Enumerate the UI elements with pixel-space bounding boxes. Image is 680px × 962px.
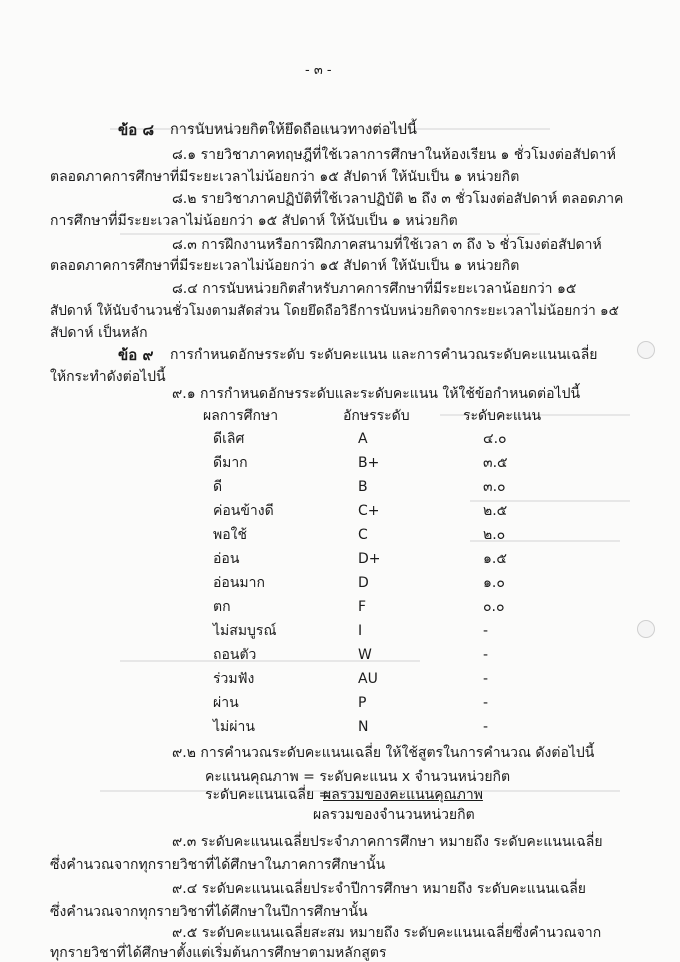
grade-letter-cell: P — [358, 695, 367, 711]
clause-8-1-line2: ตลอดภาคการศึกษาที่มีระยะเวลาไม่น้อยกว่า ๑๕ สัปดาห์ ให้นับเป็น ๑ หน่วยกิต — [50, 169, 520, 185]
formula-gpa-denominator: ผลรวมของจำนวนหน่วยกิต — [313, 807, 475, 823]
clause-8-4-line1: ๘.๔ การนับหน่วยกิตสำหรับภาคการศึกษาที่มีระยะเวลาน้อยกว่า ๑๕ — [172, 281, 577, 297]
grade-points-cell: ๑.๐ — [483, 575, 505, 591]
grade-result-cell: ผ่าน — [213, 695, 239, 711]
grade-letter-cell: B — [358, 479, 368, 495]
grade-result-cell: ดีมาก — [213, 455, 248, 471]
grade-letter-cell: A — [358, 431, 368, 447]
grade-letter-cell: C — [358, 527, 368, 543]
clause-8-2-line1: ๘.๒ รายวิชาภาคปฏิบัติที่ใช้เวลาปฏิบัติ ๒ ถึง ๓ ชั่วโมงต่อสัปดาห์ ตลอดภาค — [172, 191, 624, 207]
clause-9-3-line2: ซึ่งคำนวณจากทุกรายวิชาที่ได้ศึกษาในภาคการศึกษานั้น — [50, 857, 386, 873]
grade-result-cell: ตก — [213, 599, 231, 615]
grade-result-cell: อ่อน — [213, 551, 240, 567]
formula-gpa-label: ระดับคะแนนเฉลี่ย = — [205, 787, 331, 803]
section-8-number: ข้อ ๘ — [118, 121, 155, 139]
section-9-title-line2: ให้กระทำดังต่อไปนี้ — [50, 369, 166, 385]
table-header-result: ผลการศึกษา — [203, 408, 279, 424]
grade-points-cell: ๒.๕ — [483, 503, 508, 519]
clause-9-4-line1: ๙.๔ ระดับคะแนนเฉลี่ยประจำปีการศึกษา หมายถึง ระดับคะแนนเฉลี่ย — [172, 881, 587, 897]
show-through — [120, 660, 420, 662]
grade-points-cell: - — [483, 719, 489, 735]
punch-hole — [637, 620, 655, 638]
clause-8-1-line1: ๘.๑ รายวิชาภาคทฤษฎีที่ใช้เวลาการศึกษาในห้องเรียน ๑ ชั่วโมงต่อสัปดาห์ — [172, 147, 616, 163]
grade-letter-cell: D+ — [358, 551, 381, 567]
grade-letter-cell: W — [358, 647, 372, 663]
grade-letter-cell: B+ — [358, 455, 380, 471]
clause-9-1: ๙.๑ การกำหนดอักษรระดับและระดับคะแนน ให้ใช้ข้อกำหนดต่อไปนี้ — [172, 386, 581, 402]
grade-result-cell: ไม่ผ่าน — [213, 719, 255, 735]
clause-8-3-line2: ตลอดภาคการศึกษาที่มีระยะเวลาไม่น้อยกว่า ๑๕ สัปดาห์ ให้นับเป็น ๑ หน่วยกิต — [50, 258, 520, 274]
grade-points-cell: ๑.๕ — [483, 551, 507, 567]
clause-8-4-line2: สัปดาห์ ให้นับจำนวนชั่วโมงตามสัดส่วน โดยยึดถือวิธีการนับหน่วยกิตจากระยะเวลาไม่น้อยกว่า ๑๕ — [50, 303, 619, 319]
punch-hole — [637, 341, 655, 359]
grade-letter-cell: N — [358, 719, 369, 735]
grade-points-cell: - — [483, 695, 489, 711]
grade-result-cell: ไม่สมบูรณ์ — [213, 623, 277, 639]
grade-letter-cell: D — [358, 575, 369, 591]
grade-points-cell: ๒.๐ — [483, 527, 506, 543]
clause-9-4-line2: ซึ่งคำนวณจากทุกรายวิชาที่ได้ศึกษาในปีการศึกษานั้น — [50, 904, 368, 920]
grade-result-cell: ค่อนข้างดี — [213, 503, 274, 519]
grade-result-cell: อ่อนมาก — [213, 575, 265, 591]
formula-quality-points: คะแนนคุณภาพ = ระดับคะแนน x จำนวนหน่วยกิต — [205, 769, 511, 785]
grade-letter-cell: C+ — [358, 503, 380, 519]
grade-points-cell: - — [483, 671, 489, 687]
grade-points-cell: - — [483, 623, 489, 639]
section-9-title: การกำหนดอักษรระดับ ระดับคะแนน และการคำนวณระดับคะแนนเฉลี่ย — [170, 347, 598, 363]
grade-points-cell: ๓.๐ — [483, 479, 506, 495]
grade-letter-cell: AU — [358, 671, 378, 687]
grade-points-cell: - — [483, 647, 489, 663]
clause-8-4-line3: สัปดาห์ เป็นหลัก — [50, 325, 148, 341]
grade-letter-cell: I — [358, 623, 363, 639]
grade-letter-cell: F — [358, 599, 367, 615]
clause-9-3-line1: ๙.๓ ระดับคะแนนเฉลี่ยประจำภาคการศึกษา หมายถึง ระดับคะแนนเฉลี่ย — [172, 834, 603, 850]
grade-result-cell: ดี — [213, 479, 223, 495]
show-through — [120, 233, 540, 235]
grade-result-cell: พอใช้ — [213, 527, 247, 543]
section-8-title: การนับหน่วยกิตให้ยึดถือแนวทางต่อไปนี้ — [170, 122, 417, 138]
clause-9-2: ๙.๒ การคำนวณระดับคะแนนเฉลี่ย ให้ใช้สูตรในการคำนวณ ดังต่อไปนี้ — [172, 745, 595, 761]
grade-result-cell: ถอนตัว — [213, 647, 257, 663]
page-number: - ๓ - — [305, 63, 332, 78]
clause-8-3-line1: ๘.๓ การฝึกงานหรือการฝึกภาคสนามที่ใช้เวลา ๓ ถึง ๖ ชั่วโมงต่อสัปดาห์ — [172, 237, 602, 253]
table-header-letter: อักษรระดับ — [343, 408, 410, 424]
grade-points-cell: ๔.๐ — [483, 431, 507, 447]
section-9-number: ข้อ ๙ — [118, 346, 154, 364]
clause-9-5-line1: ๙.๕ ระดับคะแนนเฉลี่ยสะสม หมายถึง ระดับคะแนนเฉลี่ยซึ่งคำนวณจาก — [172, 925, 602, 941]
clause-9-5-line2: ทุกรายวิชาที่ได้ศึกษาตั้งแต่เริ่มต้นการศึกษาตามหลักสูตร — [50, 945, 387, 961]
grade-points-cell: ๓.๕ — [483, 455, 508, 471]
table-header-points: ระดับคะแนน — [463, 408, 542, 424]
grade-points-cell: ๐.๐ — [483, 599, 505, 615]
formula-gpa-numerator: ผลรวมของคะแนนคุณภาพ — [323, 787, 483, 803]
grade-result-cell: ร่วมฟัง — [213, 671, 255, 687]
clause-8-2-line2: การศึกษาที่มีระยะเวลาไม่น้อยกว่า ๑๕ สัปดาห์ ให้นับเป็น ๑ หน่วยกิต — [50, 213, 458, 229]
grade-result-cell: ดีเลิศ — [213, 431, 245, 447]
